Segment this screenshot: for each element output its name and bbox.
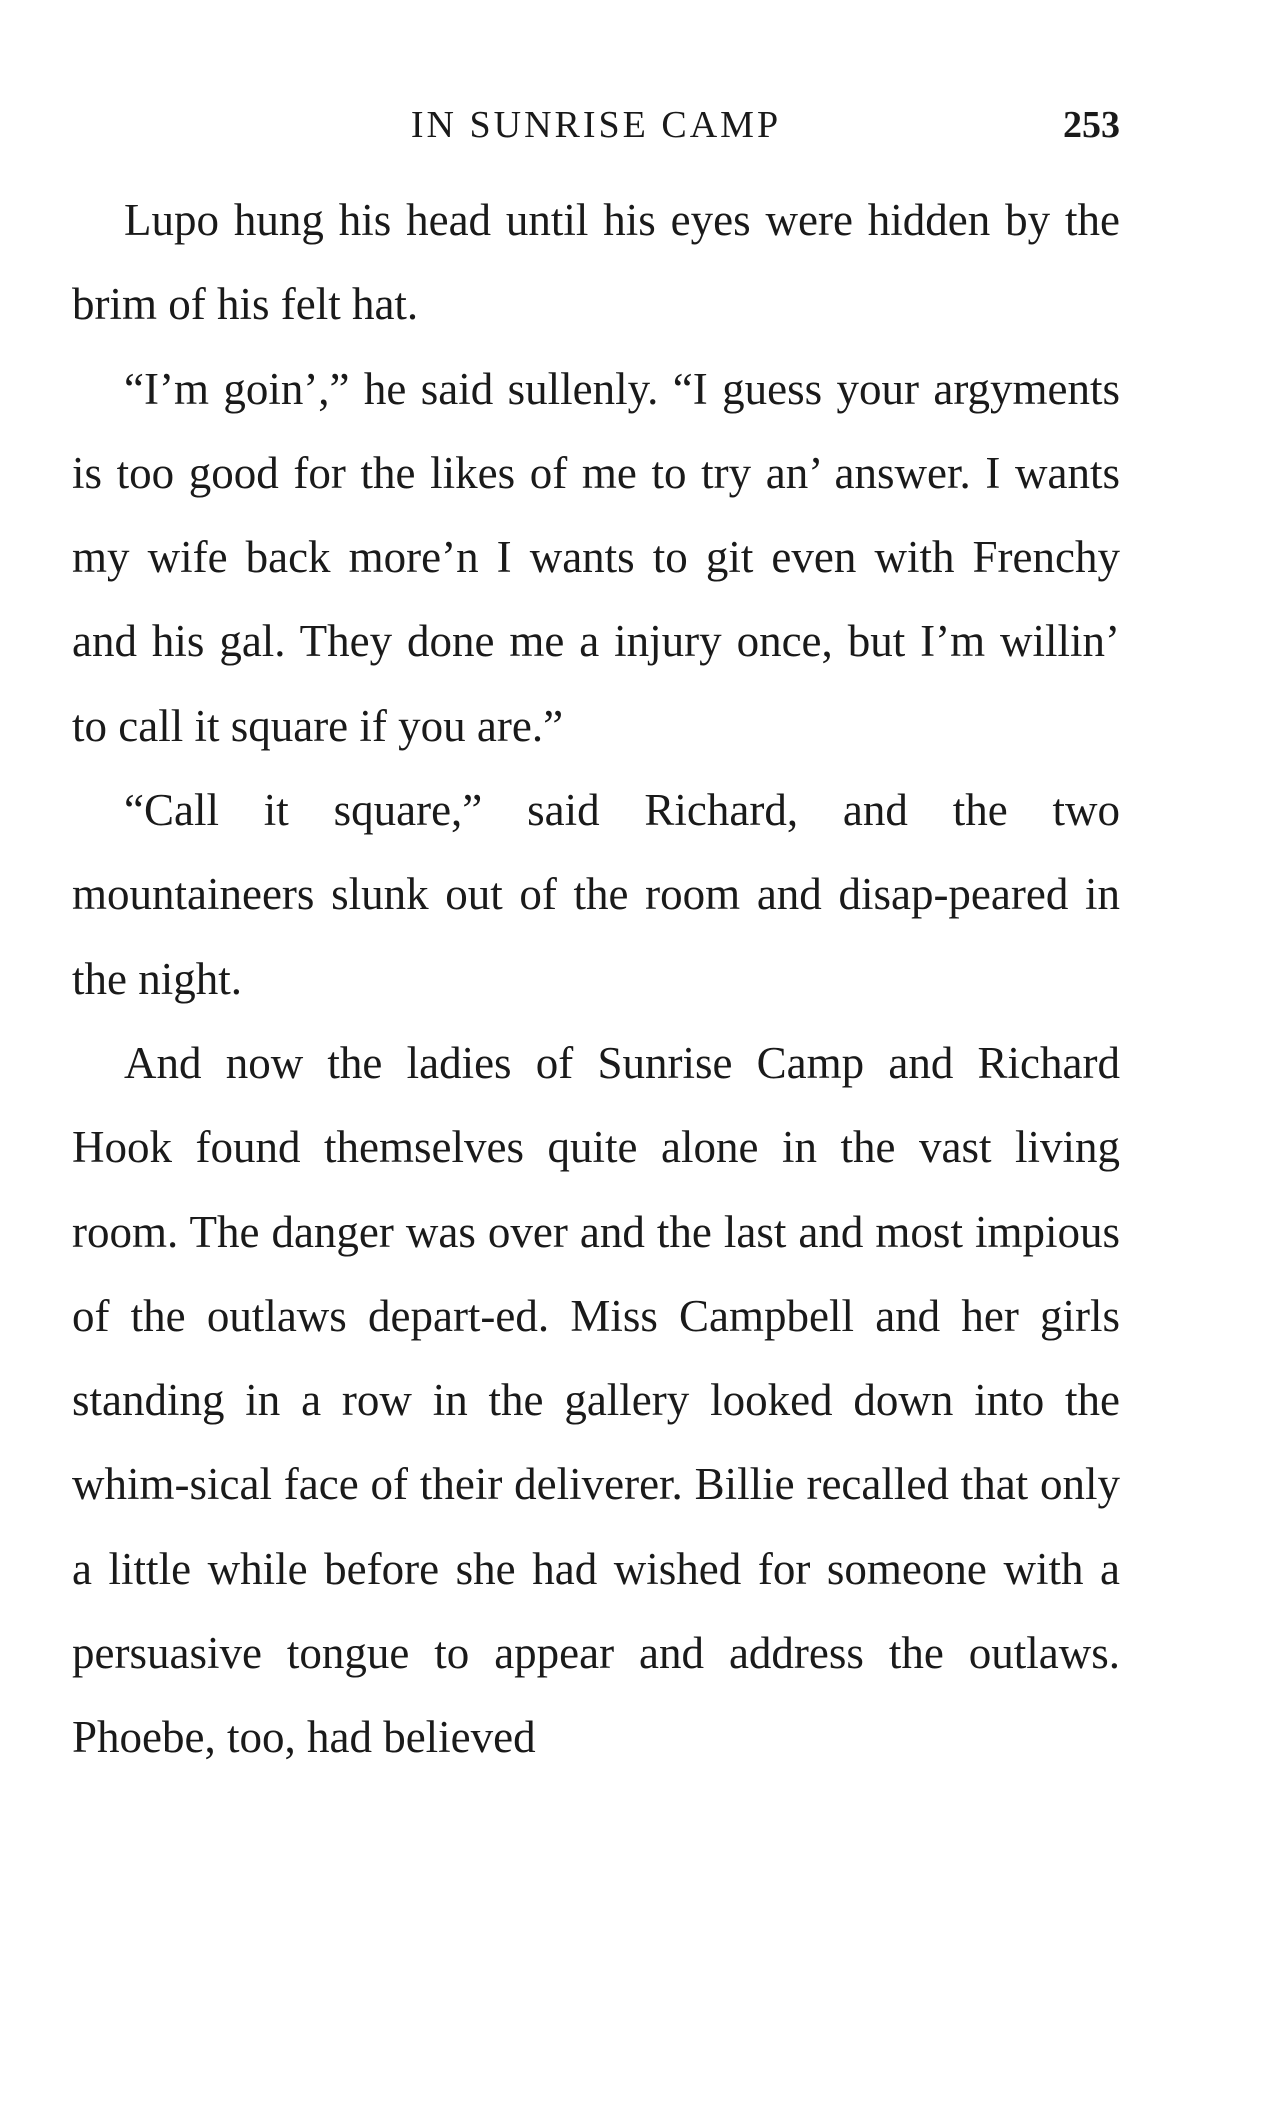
- running-title: IN SUNRISE CAMP: [410, 104, 782, 146]
- paragraph: Lupo hung his head until his eyes were hidden by the brim of his felt hat.: [72, 195, 1120, 330]
- body-text: [72, 178, 1120, 1780]
- paragraph: And now the ladies of Sunrise Camp and Richard Hook found themselves quite alone in the vast living room. The danger was over and the last and most impious of the outlaws depart-ed. Miss Campbell and her girls standing in a row in the gallery looked down into the whim-sical face of their deliverer. Billie recalled that only a little while before she had wished for someone with a persuasive tongue to appear and address the outlaws. Phoebe, too, had believed: [72, 1037, 1120, 1763]
- running-head: [72, 100, 1120, 150]
- paragraph: “I’m goin’,” he said sullenly. “I guess your argyments is too good for the likes of me to try an’ answer. I wants my wife back more’n I wants to git even with Frenchy and his gal. They done me a injury once, but I’m willin’ to call it square if you are.”: [72, 363, 1120, 751]
- paragraph: “Call it square,” said Richard, and the two mountaineers slunk out of the room and disap-peared in the night.: [72, 785, 1120, 1004]
- page-number: 253: [1063, 104, 1120, 146]
